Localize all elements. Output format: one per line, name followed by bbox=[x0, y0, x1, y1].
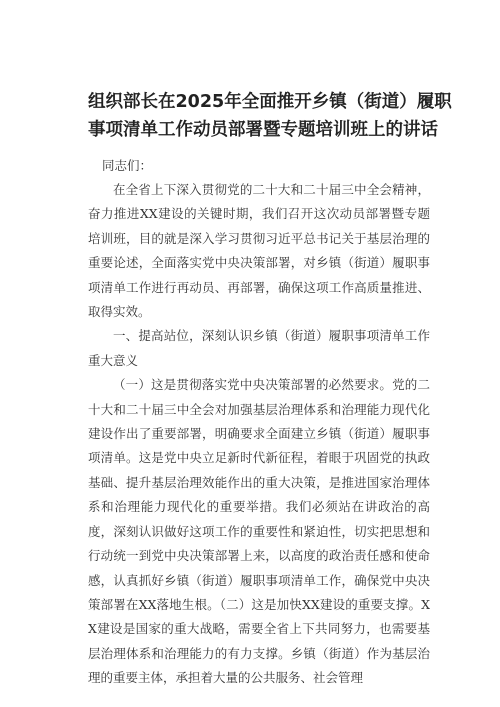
title-line-1: 组织部长在2025年全面推开乡镇（街道）履职 bbox=[88, 92, 452, 112]
section-heading-1: 一、提高站位，深刻认识乡镇（街道）履职事项清单工作重大意义 bbox=[88, 328, 430, 368]
document-body bbox=[88, 154, 430, 691]
paragraph-section-1: （一）这是贯彻落实党中央决策部署的必然要求。党的二十大和二十届三中全会对加强基层治理体系和治理能力现代化建设作出了重要部署，明确要求全面建立乡镇（街道）履职事项清单。这是党中央立足新时代新征程，着眼于巩固党的执政基础、提升基层治理效能作出的重大决策，是推进国家治理体系和治理能力现代化的重要举措。我们必须站在讲政治的高度，深刻认识做好这项工作的重要性和紧迫性，切实把思想和行动统一到党中央决策部署上来，以高度的政治责任感和使命感，认真抓好乡镇（街道）履职事项清单工作，确保党中央决策部署在XX落地生根。（二）这是加快XX建设的重要支撑。XX建设是国家的重大战略，需要全省上下共同努力，也需要基层治理体系和治理能力的有力支撑。乡镇（街道）作为基层治理的重要主体，承担着大量的公共服务、社会管理 bbox=[88, 377, 430, 686]
salutation: 同志们： bbox=[102, 158, 153, 173]
paragraph-intro: 在全省上下深入贯彻党的二十大和二十届三中全会精神，奋力推进XX建设的关键时期，我们召开这次动员部署暨专题培训班，目的就是深入学习贯彻习近平总书记关于基层治理的重要论述，全面落实党中央决策部署，对乡镇（街道）履职事项清单工作进行再动员、再部署，确保这项工作高质量推进、取得实效。 bbox=[88, 182, 430, 320]
title-line-2: 事项清单工作动员部署暨专题培训班上的讲话 bbox=[88, 120, 438, 140]
document-title bbox=[88, 88, 452, 144]
